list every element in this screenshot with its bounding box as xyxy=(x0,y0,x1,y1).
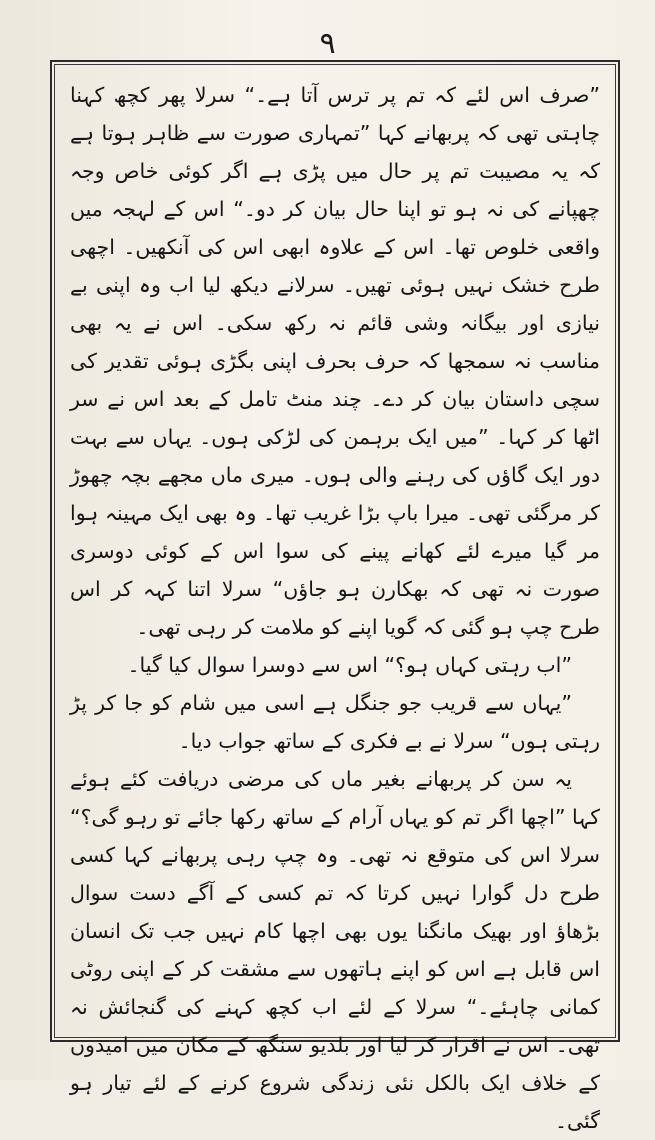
paragraph: ”اب رہتی کہاں ہو؟“ اس سے دوسرا سوال کیا گیا۔ xyxy=(127,653,572,677)
text-frame xyxy=(50,60,620,1133)
body-text xyxy=(70,76,600,1140)
page-number: ۹ xyxy=(319,26,336,61)
paragraph: یہ سن کر پربھانے بغیر ماں کی مرضی دریافت کئے ہوئے کہا ”اچھا اگر تم کو یہاں آرام کے ساتھ رکھا جائے تو رہو گی؟“ سرلا اس کی متوقع نہ تھی۔ وہ چپ رہی پربھانے کہا کسی طرح دل گوارا نہیں کرتا کہ تم کسی کے آگے دست سوال بڑھاؤ اور بھیک مانگنا یوں بھی اچھا کام نہیں جب تک انسان اس قابل ہے اس کو اپنے ہاتھوں سے مشقت کر کے اپنی روٹی کمانی چاہئے۔“ سرلا کے لئے اب کچھ کہنے کی گنجائش نہ تھی۔ اس نے اقرار کر لیا اور بلدیو سنگھ کے مکان میں امیدوں کے خلاف ایک بالکل نئی زندگی شروع کرنے کے لئے تیار ہو گئی۔ xyxy=(70,767,600,1133)
paragraph: ”صرف اس لئے کہ تم پر ترس آتا ہے۔“ سرلا پھر کچھ کہنا چاہتی تھی کہ پربھانے کہا ”تمہاری صورت سے ظاہر ہوتا ہے کہ یہ مصیبت تم پر حال میں پڑی ہے اگر کوئی خاص وجہ چھپانے کی نہ ہو تو اپنا حال بیان کر دو۔“ اس کے لہجہ میں واقعی خلوص تھا۔ اس کے علاوہ ابھی اس کی آنکھیں۔ اچھی طرح خشک نہیں ہوئی تھیں۔ سرلانے دیکھ لیا اب وہ اپنی بے نیازی اور بیگانہ وشی قائم نہ رکھ سکی۔ اس نے یہ بھی مناسب نہ سمجھا کہ حرف بحرف اپنی بگڑی ہوئی تقدیر کی سچی داستان بیان کر دے۔ چند منٹ تامل کے بعد اس نے سر اٹھا کر کہا۔ ”میں ایک برہمن کی لڑکی ہوں۔ یہاں سے بہت دور ایک گاؤں کی رہنے والی ہوں۔ میری ماں مجھے بچہ چھوڑ کر مرگئی تھی۔ میرا باپ بڑا غریب تھا۔ وہ بھی ایک مہینہ ہوا مر گیا میرے لئے کھانے پینے کی سوا اس کے کوئی دوسری صورت نہ تھی کہ بھکارن ہو جاؤں“ سرلا اتنا کہہ کر اس طرح چپ ہو گئی کہ گویا اپنے کو ملامت کر رہی تھی۔ xyxy=(70,83,600,639)
paragraph: ”یہاں سے قریب جو جنگل ہے اسی میں شام کو جا کر پڑ رہتی ہوں“ سرلا نے بے فکری کے ساتھ جواب دیا۔ xyxy=(70,691,600,753)
